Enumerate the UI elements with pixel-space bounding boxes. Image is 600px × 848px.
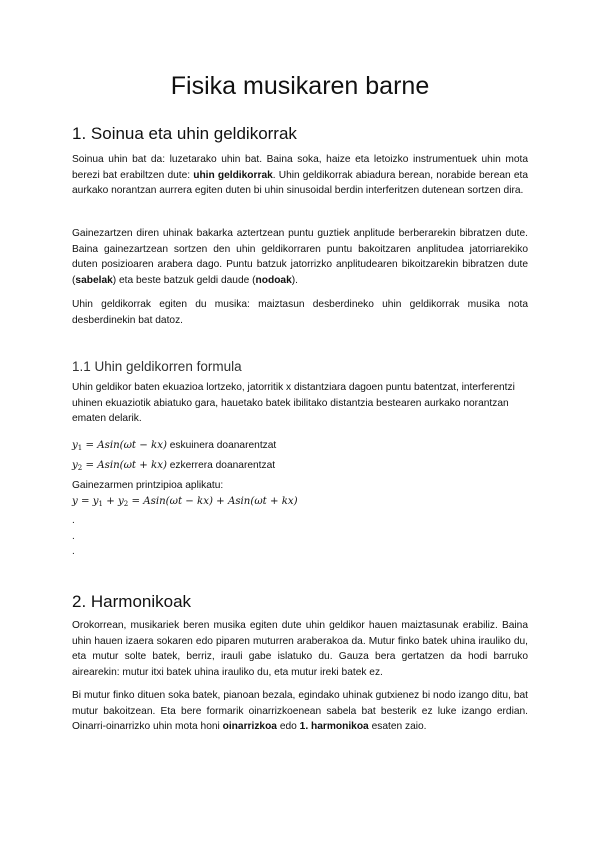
- document-title: Fisika musikaren barne: [170, 72, 430, 100]
- paragraph-formula: Uhin geldikor baten ekuazioa lortzeko, jatorritik x distantziara dagoen puntu batentzat, interferentzi uhinen ekuaziotik abiatuko gara, hauetako batek ibilitako distantzia bestearen aurkako norantzan ematen delarik.: [72, 382, 515, 425]
- equation-y1: $y_1 = Asin(\omega t - kx)$ eskuinera doanarentzat: [72, 440, 277, 452]
- equation-y2: $y_2 = Asin(\omega t + kx)$ ezkerrera doanarentzat: [72, 460, 276, 472]
- paragraph-harmonikoak-2: Bi mutur finko dituen soka batek, pianoan bezala, egindako uhinak gutxienez bi nodo izango ditu, bat mutur bakoitzean. Eta bere formarik oinarrizkoenean sabela bat besterik ez luke izango erdian. Oinarri-oinarrizko uhin mota honi oinarrizkoa edo 1. harmonikoa esaten zaio.: [72, 690, 528, 733]
- paragraph-harmonikoak-1: Orokorrean, musikariek beren musika egiten dute uhin geldikor hauen maiztasunak erabiliz. Baina uhin hauen izaera sokaren edo piparen muturren araberakoa da. Mutur finko batek uhina irauliko du, eta mutur solte batek, berriz, irauli gabe islatuko du. Gauza bera gertatzen da hodi barruko airearekin: mutur itxi batek uhina irauliko du, eta mutur ireki batek ez.: [72, 620, 528, 678]
- subsection-heading-formula: 1.1 Uhin geldikorren formula: [72, 359, 242, 374]
- bold-sabelak: sabelak: [75, 274, 113, 286]
- paragraph-soinua-3: Uhin geldikorrak egiten du musika: maiztasun desberdineko uhin geldikorrak musika nota desberdinekin bat datoz.: [72, 299, 528, 326]
- ellipsis-dot: .: [72, 515, 75, 526]
- bold-uhin-geldikorrak: uhin geldikorrak: [193, 169, 273, 181]
- paragraph-soinua-2: Gainezartzen diren uhinak bakarka aztertzean puntu guztiek anplitude berberarekin bibratzen dute. Baina gainezartzean sortzen den uhin geldikorraren puntu bakoitzaren anplitudea jatorriarekiko duten posizioaren arabera dago. Puntu batzuk jatorrizko anplitudearen bikoitzarekin bibratzen dute (sabelak) eta beste batzuk geldi daude (nodoak).: [72, 228, 528, 286]
- section-heading-soinua: 1. Soinua eta uhin geldikorrak: [72, 124, 297, 143]
- ellipsis-dot: .: [72, 531, 75, 542]
- bold-nodoak: nodoak: [255, 274, 292, 286]
- bold-oinarrizkoa: oinarrizkoa: [222, 721, 277, 733]
- equation-superposition: $y = y_1 + y_2 = Asin(\omega t - kx) + Asin(\omega t + kx)$: [72, 496, 298, 508]
- section-heading-harmonikoak: 2. Harmonikoak: [72, 592, 192, 611]
- ellipsis-dot: .: [72, 546, 75, 557]
- paragraph-soinua-1: Soinua uhin bat da: luzetarako uhin bat. Baina soka, haize eta letoizko instrumentuek uhin mota berezi bat erabiltzen dute: uhin geldikorrak. Uhin geldikorrak abiadura berean, norabide berean eta aurkako norantzan aurrera egiten duten bi uhin sinusoidal berdin interferitzen dutenean sortzen dira.: [72, 154, 528, 197]
- bold-1-harmonikoa: 1. harmonikoa: [299, 721, 369, 733]
- principle-label: Gainezarmen printzipioa aplikatu:: [72, 480, 224, 491]
